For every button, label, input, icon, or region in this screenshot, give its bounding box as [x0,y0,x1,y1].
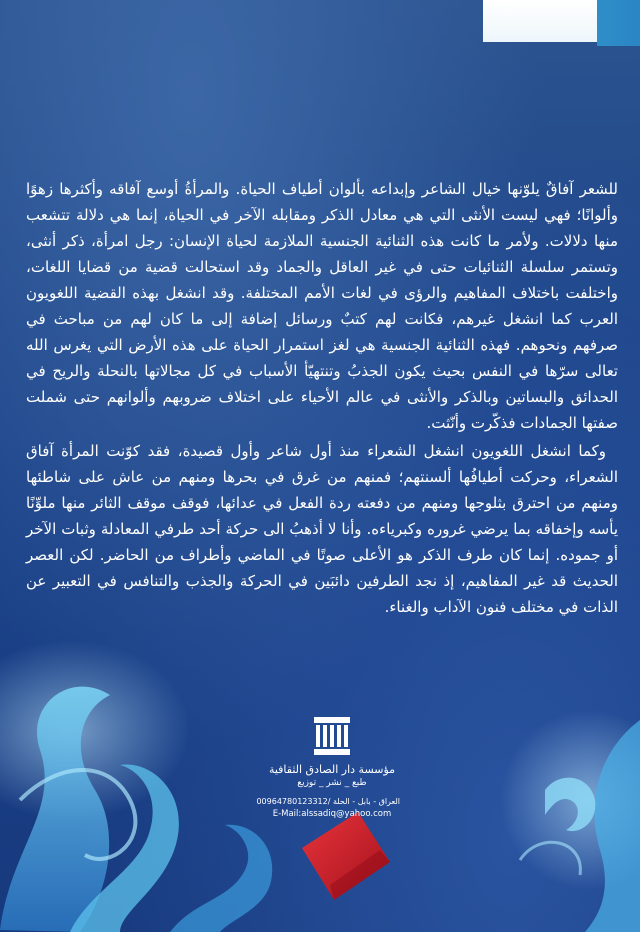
blurb-paragraph-1: للشعر آفاقٌ يلوّنها خيال الشاعر وإبداعه بألوان أطياف الحياة. والمرأةُ أوسع آفاقه وأكثرها زهوًا وألوانًا؛ فهي ليست الأنثى التي هي معادل الذكر ومقابله الآخر في الحياة، إنما هي دلالة تتشعب منها دلالات. ولأمر ما كانت هذه الثنائية الجنسية الملازمة لحياة الإنسان: رجل امرأة، ذكر أنثى، وتستمر سلسلة الثنائيات حتى في غير العاقل والجماد وقد استحالت قضية من قضايا اللغات، واختلفت باختلاف المفاهيم والرؤى في لغات الأمم المختلفة. وقد انشغل بهذه القضية اللغويون العرب كما انشغل غيرهم، فكانت لهم كتبٌ ورسائل إضافة إلى ما كان لهم من مباحث في صرفهم ونحوهم. فهذه الثنائية الجنسية هي لغز استمرار الحياة على هذه الأرض التي يغرس الله تعالى سرّها في النفس بحيث يكون الجذبُ وتنتهيّأ الأسباب في كل مجالاتها بالنحلة والريح في الحدائق والبساتين وبالذكر والأنثى في عالم الأحياء على اختلاف ضروبهم وألوانهم حتى شملت صفتها الجمادات فذكّرت وأنّثت. [26,180,618,432]
blurb-paragraph-2: وكما انشغل اللغويون انشغل الشعراء منذ أول شاعر وأول قصيدة، فقد كوّنت المرأة آفاق الشعراء، وحركت أطيافُها ألسنتهم؛ فمنهم من غرق في بحرها ومنهم من عاش على شاطئها ومنهم من احترق بثلوجها ومنهم من دفعته ردة الفعل في عدائها، فوقف موقف الثائر منها ملوِّنًا يأسه وإخفاقه بما يرضي غروره وكبرياءه. وأنا لا أذهبُ الى حركة أحد طرفي المعادلة وثبات الآخر أو جموده. إنما كان طرف الذكر هو الأعلى صوتًا في الماضي وأطراف من الحاضر. لكن العصر الحديث قد غير المفاهيم، إذ نجد الطرفين دائبَين في الحركة والجذب والتنافس في التعبير عن الذات في مختلف فنون الآداب والغناء. [26,442,618,616]
publisher-email: E-Mail:alssadiq@yahoo.com [272,809,392,819]
publisher-logo-icon [312,715,352,757]
blurb-text [26,176,618,620]
art-wave-flame [170,825,272,932]
publisher-address: العراق - بابل - الحلة /00964780123312 [256,797,400,806]
cover-window-panel [483,0,597,42]
publisher-tagline: طبع _ نشر _ توزيع [297,778,367,788]
publisher-name: مؤسسة دار الصادق الثقافية [268,763,396,776]
cover-window-edge [597,0,640,46]
publisher-block [256,715,402,835]
